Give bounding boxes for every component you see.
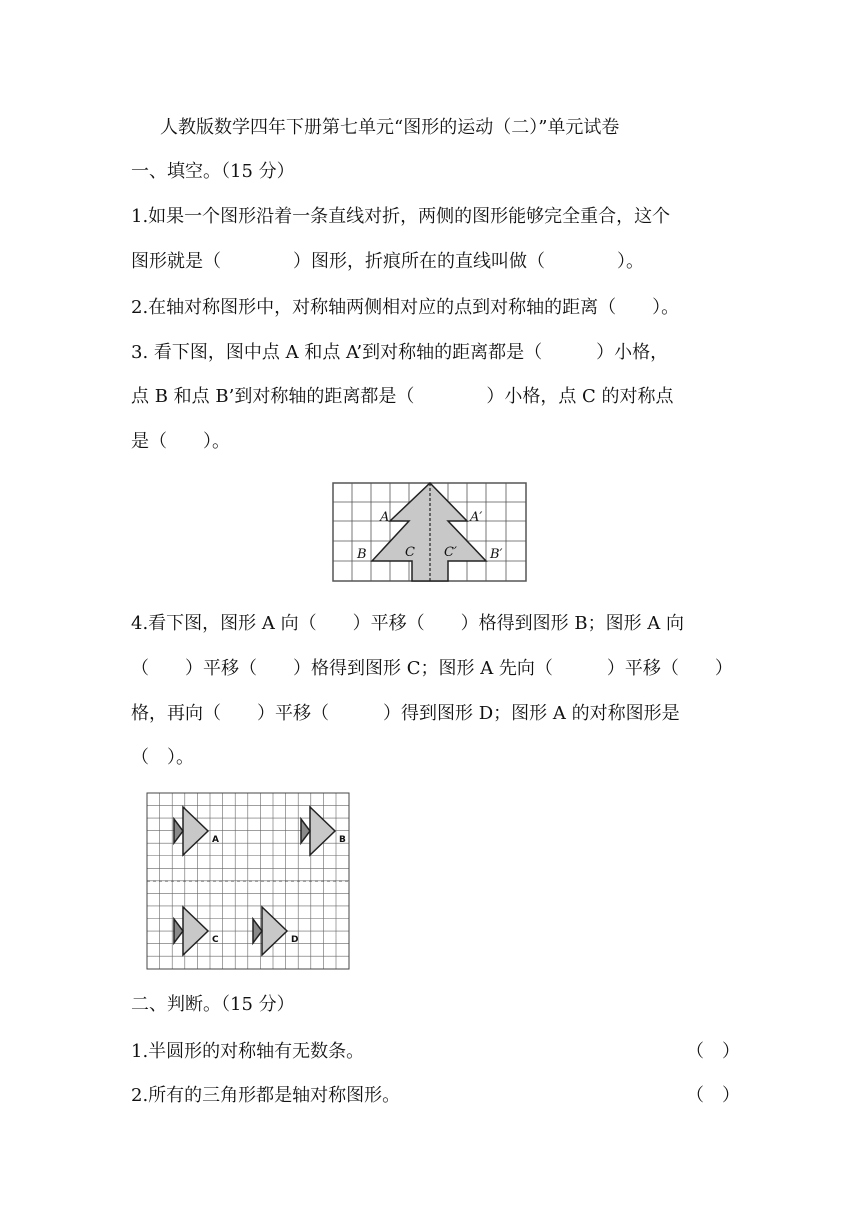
label-shape-b: B [339, 835, 346, 845]
page-title: 人教版数学四年下册第七单元“图形的运动（二）”单元试卷 [160, 117, 620, 138]
label-c-prime: C′ [444, 545, 457, 560]
label-shape-c: C [212, 935, 219, 945]
q3-figure [332, 482, 527, 583]
label-c: C [405, 545, 415, 560]
tree-shape [372, 483, 486, 581]
q4-figure [146, 792, 350, 970]
judge-item-1-text: 1.半圆形的对称轴有无数条。 [131, 1041, 365, 1062]
label-a-prime: A′ [470, 510, 483, 525]
q4-line4: （ ）。 [131, 747, 194, 768]
judge-item-2-paren[interactable]: （ ） [686, 1085, 740, 1106]
label-a: A [380, 510, 390, 525]
label-shape-a: A [212, 835, 219, 845]
judge-item-2-text: 2.所有的三角形都是轴对称图形。 [131, 1085, 401, 1106]
q2-line1: 2.在轴对称图形中，对称轴两侧相对应的点到对称轴的距离（ ）。 [131, 297, 680, 318]
q4-line2: （ ）平移（ ）格得到图形 C；图形 A 先向（ ）平移（ ） [131, 658, 733, 679]
section2-heading: 二、判断。（15 分） [131, 994, 295, 1015]
label-shape-d: D [291, 935, 299, 945]
section1-heading: 一、填空。（15 分） [131, 161, 295, 182]
q3-line2: 点 B 和点 B’到对称轴的距离都是（ ）小格，点 C 的对称点 [131, 386, 674, 407]
judge-item-1-paren[interactable]: （ ） [686, 1041, 740, 1062]
q4-line3: 格，再向（ ）平移（ ）得到图形 D；图形 A 的对称图形是 [131, 703, 680, 724]
label-b: B [357, 547, 367, 562]
shape-b [301, 807, 335, 855]
q4-line1: 4.看下图，图形 A 向（ ）平移（ ）格得到图形 B；图形 A 向 [131, 613, 685, 634]
shape-a [174, 807, 208, 855]
q3-line3: 是（ ）。 [131, 431, 230, 452]
shape-c [174, 907, 208, 955]
shape-d [253, 907, 287, 955]
label-b-prime: B′ [490, 547, 503, 562]
q1-line2: 图形就是（ ）图形，折痕所在的直线叫做（ ）。 [131, 251, 644, 272]
q3-line1: 3. 看下图，图中点 A 和点 A’到对称轴的距离都是（ ）小格， [131, 342, 669, 363]
q1-line1: 1.如果一个图形沿着一条直线对折，两侧的图形能够完全重合，这个 [131, 206, 671, 227]
